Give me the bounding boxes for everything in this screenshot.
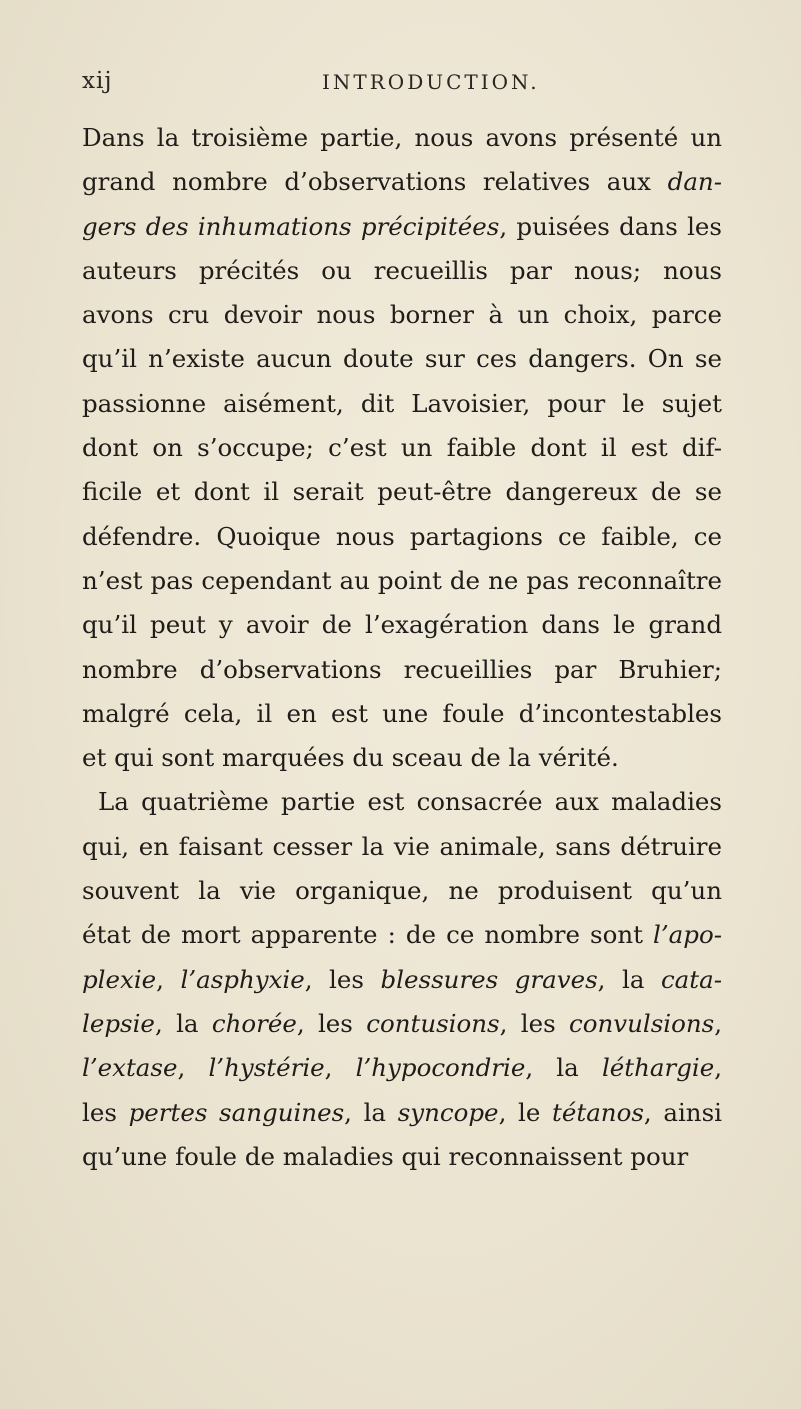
text-segment: , (324, 1053, 356, 1083)
text-line (82, 382, 722, 426)
text-segment: auteurs précités ou recueillis par nous; nous (82, 255, 722, 285)
text-segment: grand nombre d’observations relatives aux (82, 167, 668, 197)
text-segment: , la (154, 1008, 212, 1038)
text-segment: dont on s’occupe; c’est un faible dont il est dif- (82, 433, 722, 463)
text-line (82, 736, 722, 780)
text-line (82, 249, 722, 293)
text-segment: gers des inhumations précipitées (82, 211, 500, 241)
text-segment: l’asphyxie (180, 964, 305, 994)
text-line (82, 913, 722, 957)
text-segment: qui, en faisant cesser la vie animale, sans détruire (82, 831, 722, 861)
text-segment: , les (304, 964, 381, 994)
text-segment: , le (498, 1097, 552, 1127)
text-segment: l’hystérie (208, 1053, 325, 1083)
text-segment: , (714, 1053, 722, 1083)
text-line (82, 515, 722, 559)
text-line (82, 648, 722, 692)
text-segment: , ainsi (643, 1097, 722, 1127)
text-line (82, 116, 722, 160)
text-segment: et qui sont marquées du sceau de la vérité. (82, 743, 619, 773)
text-segment: , la (525, 1053, 602, 1083)
text-line (82, 1046, 722, 1090)
body-text (82, 116, 722, 1179)
text-segment: , (714, 1008, 722, 1038)
text-segment: plexie (82, 964, 157, 994)
text-segment: , la (344, 1097, 398, 1127)
page-header (82, 60, 722, 96)
text-segment: convulsions (569, 1008, 715, 1038)
text-segment: l’hypocondrie (355, 1053, 526, 1083)
text-segment: , les (296, 1008, 367, 1038)
text-segment: l’extase (82, 1053, 178, 1083)
text-segment: l’apo- (653, 920, 722, 950)
text-segment: Dans la troisième partie, nous avons présenté un (82, 123, 722, 152)
text-segment: n’est pas cependant au point de ne pas reconnaître (82, 565, 722, 595)
text-segment: nombre d’observations recueillies par Bruhier; (82, 654, 722, 684)
text-line (82, 869, 722, 913)
text-segment: qu’il peut y avoir de l’exagération dans le grand (82, 610, 722, 640)
text-line (82, 426, 722, 470)
text-segment: léthargie (601, 1053, 715, 1083)
text-segment: qu’une foule de maladies qui reconnaissent pour (82, 1141, 689, 1171)
text-line (82, 603, 722, 647)
text-line (82, 692, 722, 736)
running-title: INTRODUCTION. (322, 70, 540, 94)
text-line (82, 780, 722, 824)
text-line (82, 1002, 722, 1046)
text-segment: cata- (660, 964, 722, 994)
text-segment: , les (499, 1008, 569, 1038)
text-segment: lepsie (82, 1008, 155, 1038)
text-line (82, 958, 722, 1002)
text-line (82, 825, 722, 869)
text-segment: tétanos (552, 1097, 644, 1127)
text-line (82, 293, 722, 337)
text-segment: malgré cela, il en est une foule d’incontestables (82, 698, 722, 728)
folio: xij (82, 68, 113, 94)
text-segment: , puisées dans les (499, 211, 722, 241)
text-segment: blessures graves (380, 964, 598, 994)
text-segment: les (82, 1097, 129, 1127)
text-segment: syncope (397, 1097, 499, 1127)
text-line (82, 160, 722, 204)
text-segment: chorée (211, 1008, 297, 1038)
text-segment: La quatrième partie est consacrée aux maladies (98, 787, 722, 817)
text-line (82, 205, 722, 249)
text-segment: ficile et dont il serait peut-être dangereux de se (82, 477, 722, 507)
text-segment: , (156, 964, 181, 994)
text-line (82, 1091, 722, 1135)
text-segment: défendre. Quoique nous partagions ce faible, ce (82, 521, 722, 551)
text-line (82, 559, 722, 603)
text-line (82, 470, 722, 514)
text-segment: souvent la vie organique, ne produisent qu’un (82, 876, 722, 906)
text-segment: qu’il n’existe aucun doute sur ces dangers. On se (82, 344, 722, 374)
text-line (82, 1135, 722, 1179)
text-segment: , (177, 1053, 209, 1083)
text-segment: passionne aisément, dit Lavoisier, pour le sujet (82, 388, 722, 418)
text-segment: , la (597, 964, 661, 994)
text-segment: avons cru devoir nous borner à un choix, parce (82, 300, 722, 330)
text-line (82, 337, 722, 381)
text-segment: état de mort apparente : de ce nombre sont (82, 920, 654, 950)
text-segment: contusions (366, 1008, 500, 1038)
text-segment: dan- (667, 167, 722, 197)
text-segment: pertes sanguines (128, 1097, 345, 1127)
